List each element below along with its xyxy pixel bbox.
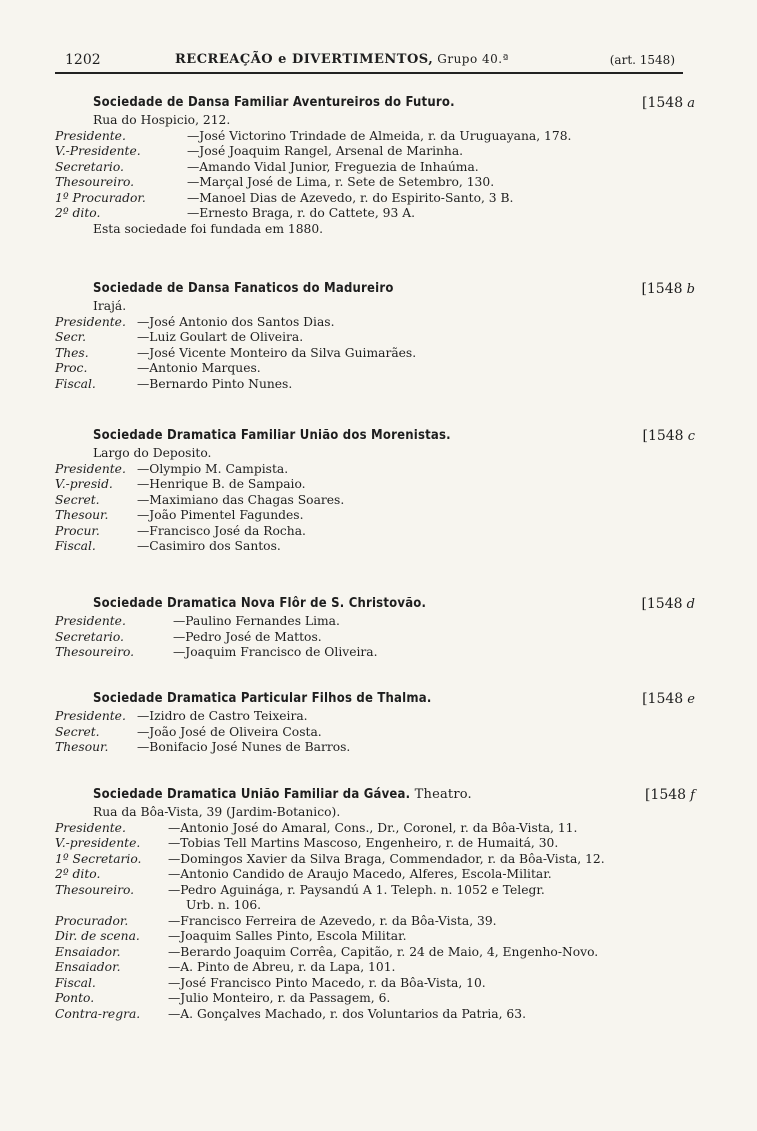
officer-details: —Casimiro dos Santos.: [137, 539, 281, 553]
officer-details: —José Victorino Trindade de Almeida, r. da Uruguayana, 178.: [187, 128, 572, 143]
officer-details: —Bernardo Pinto Nunes.: [137, 376, 293, 391]
officer-details: —Tobias Tell Martins Mascoso, Engenheiro, r. de Humaitá, 30.: [168, 836, 559, 850]
entry-text: Urb. n. 106.: [186, 898, 262, 912]
society-name-text: Sociedade Dramatica Nova Flôr de S. Christovão.: [93, 596, 427, 611]
officer-role: Secret.: [55, 492, 100, 507]
entry-line: [55, 945, 695, 961]
society-name-text: Sociedade Dramatica Particular Filhos de Thalma.: [93, 691, 432, 706]
officer-details: —José Joaquim Rangel, Arsenal de Marinha.: [187, 144, 464, 158]
entry-text: Irajá.: [93, 299, 127, 313]
article-letter: c: [683, 429, 695, 444]
entry-line: [55, 740, 695, 756]
article-reference: [645, 787, 695, 803]
officer-role: V.-presid.: [55, 477, 113, 491]
officer-role: Presidente.: [55, 128, 126, 143]
society-entry: [55, 428, 695, 555]
officer-role: Fiscal.: [55, 376, 96, 391]
officer-role: 1º Procurador.: [55, 190, 146, 205]
officer-role: Procur.: [55, 523, 100, 538]
officer-details: —Domingos Xavier da Silva Braga, Commendador, r. da Bôa-Vista, 12.: [168, 851, 605, 866]
entry-line: [55, 914, 695, 930]
officer-details: —Ernesto Braga, r. do Cattete, 93 A.: [187, 206, 415, 220]
officer-details: —José Antonio dos Santos Dias.: [137, 314, 335, 329]
article-number: [1548: [642, 428, 684, 444]
entry-line: [55, 493, 695, 509]
officer-details: —A. Pinto de Abreu, r. da Lapa, 101.: [168, 960, 396, 974]
officer-details: —Manoel Dias de Azevedo, r. do Espirito-Santo, 3 B.: [187, 190, 514, 205]
officer-details: —Joaquim Salles Pinto, Escola Militar.: [168, 929, 407, 943]
entry-title-row: [55, 691, 695, 709]
running-title: [175, 52, 509, 67]
entry-line: [55, 477, 695, 493]
article-reference: [642, 95, 695, 111]
article-range: (art. 1548): [609, 53, 675, 67]
officer-details: —Bonifacio José Nunes de Barros.: [137, 740, 351, 754]
officer-role: Contra-regra.: [55, 1006, 141, 1021]
entry-line: [55, 222, 695, 238]
officer-details: —Pedro José de Mattos.: [173, 629, 322, 644]
entry-line: [55, 462, 695, 478]
entry-line: [55, 614, 695, 630]
officer-details: —Antonio Candido de Araujo Macedo, Alferes, Escola-Militar.: [168, 867, 552, 881]
society-name-text: Sociedade de Dansa Familiar Aventureiros do Futuro.: [93, 95, 455, 110]
officer-role: Secr.: [55, 330, 87, 344]
officer-role: V.-Presidente.: [55, 144, 141, 158]
entry-line: [55, 446, 695, 462]
entry-line: [55, 645, 695, 661]
officer-details: —José Vicente Monteiro da Silva Guimarães.: [137, 345, 417, 360]
officer-details: —Maximiano das Chagas Soares.: [137, 492, 345, 507]
officer-details: —Antonio José do Amaral, Cons., Dr., Coronel, r. da Bôa-Vista, 11.: [168, 820, 578, 835]
entry-line: [55, 1007, 695, 1023]
officer-role: Ensaiador.: [55, 944, 121, 959]
officer-role: Thesoureiro.: [55, 175, 135, 189]
entry-line: [55, 160, 695, 176]
society-name: [93, 787, 472, 802]
group-label: Grupo 40.ª: [437, 52, 509, 66]
officer-role: Presidente.: [55, 461, 126, 476]
entry-title-row: [55, 596, 695, 614]
entry-line: [55, 991, 695, 1007]
entry-line: [55, 852, 695, 868]
officer-role: Thesoureiro.: [55, 882, 135, 897]
officer-details: —José Francisco Pinto Macedo, r. da Bôa-Vista, 10.: [168, 975, 486, 990]
officer-details: —Olympio M. Campista.: [137, 461, 289, 476]
officer-details: —Berardo Joaquim Corrêa, Capitão, r. 24 de Maio, 4, Engenho-Novo.: [168, 944, 599, 959]
society-entry: [55, 596, 695, 661]
entry-line: [55, 508, 695, 524]
entry-line: [55, 144, 695, 160]
society-name: [93, 691, 431, 706]
article-letter: a: [683, 96, 695, 111]
officer-details: —Marçal José de Lima, r. Sete de Setembro, 130.: [187, 175, 495, 189]
society-name: [93, 95, 455, 110]
society-name: [93, 281, 394, 296]
entry-line: [55, 883, 695, 899]
officer-role: Ponto.: [55, 991, 95, 1005]
society-name-text: Sociedade Dramatica União Familiar da Gávea.: [93, 787, 411, 802]
page-header: [55, 52, 683, 74]
entry-line: [55, 206, 695, 222]
entry-line: [55, 821, 695, 837]
society-name-text: Sociedade de Dansa Fanaticos do Madureiro: [93, 281, 394, 296]
entry-text: Rua do Hospicio, 212.: [93, 113, 231, 127]
officer-role: Presidente.: [55, 314, 126, 329]
officer-details: —João Pimentel Fagundes.: [137, 508, 304, 522]
officer-role: Thesoureiro.: [55, 645, 135, 659]
article-number: [1548: [642, 95, 684, 111]
officer-details: —Joaquim Francisco de Oliveira.: [173, 645, 378, 659]
entry-line: [55, 175, 695, 191]
article-letter: d: [682, 597, 695, 612]
officer-details: —Julio Monteiro, r. da Passagem, 6.: [168, 991, 391, 1005]
officer-details: —Pedro Aguinága, r. Paysandú A 1. Teleph. n. 1052 e Telegr.: [168, 882, 545, 897]
entry-line: [55, 191, 695, 207]
officer-role: Fiscal.: [55, 975, 96, 990]
officer-role: Fiscal.: [55, 539, 96, 553]
entry-line: [55, 929, 695, 945]
entry-line: [55, 805, 695, 821]
society-name-extra: Theatro.: [410, 787, 472, 802]
article-letter: e: [683, 692, 695, 707]
entry-line: [55, 898, 695, 914]
officer-details: —Luiz Goulart de Oliveira.: [137, 330, 304, 344]
article-number: [1548: [641, 596, 683, 612]
entry-line: [55, 113, 695, 129]
officer-details: —Antonio Marques.: [137, 361, 261, 375]
entry-title-row: [55, 95, 695, 113]
society-entry: [55, 95, 695, 237]
entry-text: Largo do Deposito.: [93, 446, 212, 460]
officer-role: Thesour.: [55, 740, 109, 754]
entry-text: Esta sociedade foi fundada em 1880.: [93, 221, 324, 236]
officer-role: Presidente.: [55, 820, 126, 835]
entry-line: [55, 524, 695, 540]
article-number: [1548: [644, 787, 687, 803]
entry-line: [55, 725, 695, 741]
officer-role: Procurador.: [55, 913, 129, 928]
entry-line: [55, 539, 695, 555]
entry-line: [55, 377, 695, 393]
entry-line: [55, 299, 695, 315]
officer-role: Secretario.: [55, 159, 124, 174]
entry-line: [55, 346, 695, 362]
officer-role: 1º Secretario.: [55, 851, 142, 866]
officer-details: —Francisco Ferreira de Azevedo, r. da Bôa-Vista, 39.: [168, 913, 497, 928]
entry-line: [55, 630, 695, 646]
officer-details: —Paulino Fernandes Lima.: [173, 614, 340, 628]
officer-role: Proc.: [55, 361, 88, 375]
society-name-text: Sociedade Dramatica Familiar União dos Morenistas.: [93, 428, 451, 443]
officer-role: Ensaiador.: [55, 960, 121, 974]
officer-role: 2º dito.: [55, 867, 101, 881]
entry-title-row: [55, 787, 695, 805]
article-reference: [642, 691, 695, 707]
entry-line: [55, 976, 695, 992]
officer-details: —Amando Vidal Junior, Freguezia de Inhaúma.: [187, 159, 479, 174]
entry-line: [55, 960, 695, 976]
entry-title-row: [55, 428, 695, 446]
officer-role: Dir. de scena.: [55, 929, 140, 943]
entry-line: [55, 361, 695, 377]
article-number: [1548: [641, 281, 683, 297]
running-title-text: RECREAÇÃO e DIVERTIMENTOS,: [175, 52, 434, 67]
society-entry: [55, 787, 695, 1022]
officer-role: V.-presidente.: [55, 836, 141, 850]
officer-role: 2º dito.: [55, 206, 101, 220]
entry-line: [55, 836, 695, 852]
society-entry: [55, 691, 695, 756]
article-number: [1548: [642, 691, 684, 707]
officer-details: —A. Gonçalves Machado, r. dos Voluntarios da Patria, 63.: [168, 1006, 526, 1021]
entry-title-row: [55, 281, 695, 299]
officer-role: Presidente.: [55, 614, 126, 628]
society-name: [93, 596, 426, 611]
officer-role: Presidente.: [55, 709, 126, 723]
officer-role: Secretario.: [55, 629, 124, 644]
article-letter: b: [682, 282, 695, 297]
officer-role: Secret.: [55, 724, 100, 739]
article-reference: [641, 596, 695, 612]
article-letter: f: [686, 788, 695, 803]
article-reference: [642, 428, 695, 444]
entry-line: [55, 315, 695, 331]
entry-line: [55, 129, 695, 145]
officer-details: —João José de Oliveira Costa.: [137, 724, 322, 739]
officer-details: —Henrique B. de Sampaio.: [137, 477, 306, 491]
entry-text: Rua da Bôa-Vista, 39 (Jardim-Botanico).: [93, 805, 341, 819]
officer-details: —Francisco José da Rocha.: [137, 523, 306, 538]
entry-line: [55, 330, 695, 346]
officer-details: —Izidro de Castro Teixeira.: [137, 709, 308, 723]
officer-role: Thesour.: [55, 508, 109, 522]
society-name: [93, 428, 451, 443]
article-reference: [641, 281, 695, 297]
entry-line: [55, 709, 695, 725]
page-number: 1202: [65, 52, 101, 68]
entry-line: [55, 867, 695, 883]
officer-role: Thes.: [55, 345, 89, 360]
society-entry: [55, 281, 695, 392]
